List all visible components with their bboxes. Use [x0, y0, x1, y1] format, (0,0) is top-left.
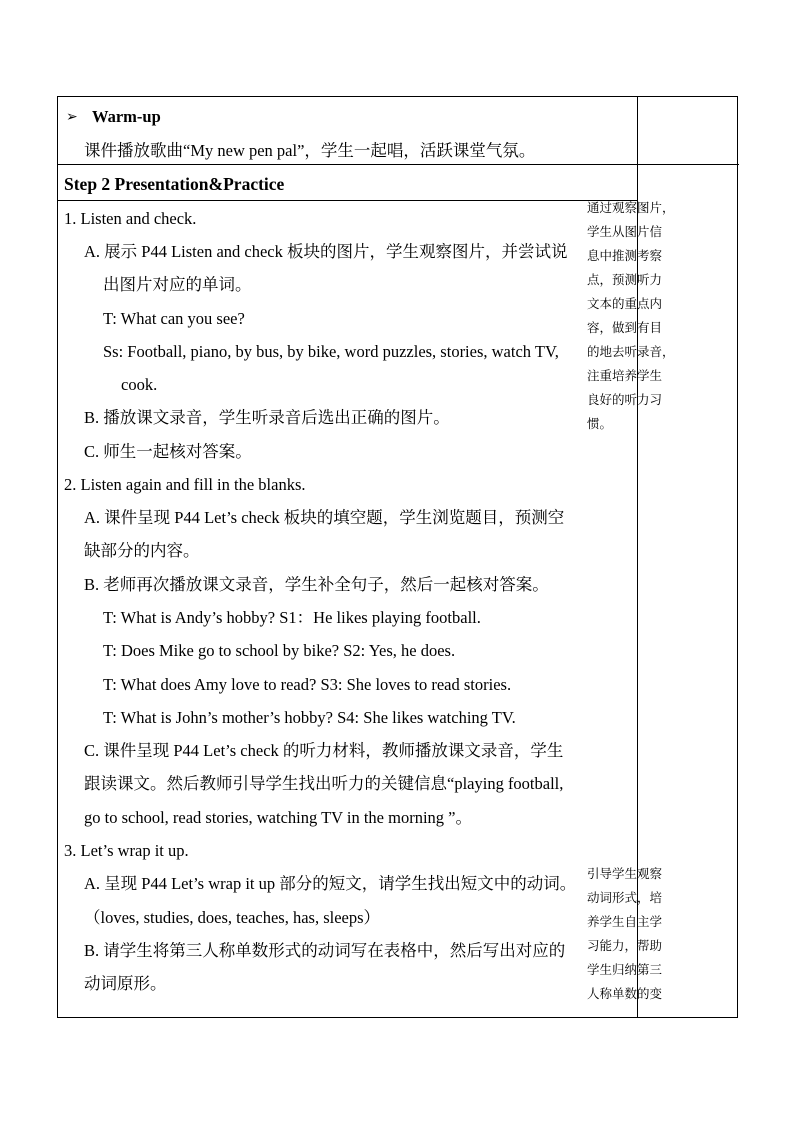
side-note-line: 良好的听力习 — [587, 392, 663, 407]
body-line: 跟读课文。然后教师引导学生找出听力的关键信息“playing football, — [84, 774, 564, 793]
body-line: cook. — [121, 375, 158, 394]
body-line: B. 老师再次播放课文录音，学生补全句子，然后一起核对答案。 — [84, 575, 549, 594]
body-line: T: What is Andy’s hobby? S1：He likes playing football. — [103, 608, 481, 627]
side-note-line: 习能力，帮助 — [587, 938, 663, 953]
side-note-line: 养学生自主学 — [587, 914, 663, 929]
side-note-line: 息中推测考察 — [587, 248, 663, 263]
side-note-line: 点，预测听力 — [587, 272, 663, 287]
body-line: 2. Listen again and fill in the blanks. — [64, 475, 306, 494]
row-divider-warmup — [58, 164, 739, 165]
side-note-line: 人称单数的变 — [587, 986, 663, 1001]
body-line: A. 呈现 P44 Let’s wrap it up 部分的短文，请学生找出短文中的动词。 — [84, 874, 577, 893]
step2-heading: Step 2 Presentation&Practice — [64, 174, 285, 194]
side-note-line: 文本的重点内 — [587, 296, 663, 311]
side-note-verbs — [587, 862, 679, 1006]
row-divider-step2-heading — [58, 200, 637, 201]
side-note-line: 动词形式，培 — [587, 890, 663, 905]
body-line: 3. Let’s wrap it up. — [64, 841, 189, 860]
side-note-line: 引导学生观察 — [587, 866, 663, 881]
side-note-line: 注重培养学生 — [587, 368, 663, 383]
body-line: B. 播放课文录音，学生听录音后选出正确的图片。 — [84, 408, 450, 427]
body-line: T: What is John’s mother’s hobby? S4: She likes watching TV. — [103, 708, 516, 727]
side-note-line: 学生归纳第三 — [587, 962, 663, 977]
body-line: C. 师生一起核对答案。 — [84, 442, 252, 461]
body-line: 出图片对应的单词。 — [103, 275, 252, 294]
body-line: A. 展示 P44 Listen and check 板块的图片，学生观察图片，并尝试说 — [84, 242, 568, 261]
body-line: 动词原形。 — [84, 974, 167, 993]
warmup-text: 课件播放歌曲“My new pen pal”，学生一起唱，活跃课堂气氛。 — [84, 141, 536, 160]
body-line: A. 课件呈现 P44 Let’s check 板块的填空题，学生浏览题目，预测空 — [84, 508, 565, 527]
side-note-line: 容，做到有目 — [587, 320, 663, 335]
body-line: Ss: Football, piano, by bus, by bike, word puzzles, stories, watch TV, — [103, 342, 559, 361]
warmup-heading: Warm-up — [92, 107, 161, 126]
body-line: T: Does Mike go to school by bike? S2: Yes, he does. — [103, 641, 456, 660]
side-note-line: 惯。 — [587, 416, 613, 431]
warmup-bullet: ➢ — [66, 110, 78, 125]
side-note-line: 通过观察图片， — [587, 200, 675, 215]
side-note-line: 的地去听录音， — [587, 344, 675, 359]
side-note-listening — [587, 196, 679, 436]
body-line: 缺部分的内容。 — [84, 541, 200, 560]
body-line: go to school, read stories, watching TV in the morning ”。 — [84, 808, 472, 827]
body-line: B. 请学生将第三人称单数形式的动词写在表格中，然后写出对应的 — [84, 941, 566, 960]
body-line: 1. Listen and check. — [64, 209, 197, 228]
body-line: （loves, studies, does, teaches, has, sleeps） — [84, 908, 381, 927]
body-line: T: What can you see? — [103, 309, 245, 328]
body-line: T: What does Amy love to read? S3: She loves to read stories. — [103, 675, 512, 694]
body-line: C. 课件呈现 P44 Let’s check 的听力材料，教师播放课文录音，学生 — [84, 741, 564, 760]
side-note-line: 学生从图片信 — [587, 224, 663, 239]
